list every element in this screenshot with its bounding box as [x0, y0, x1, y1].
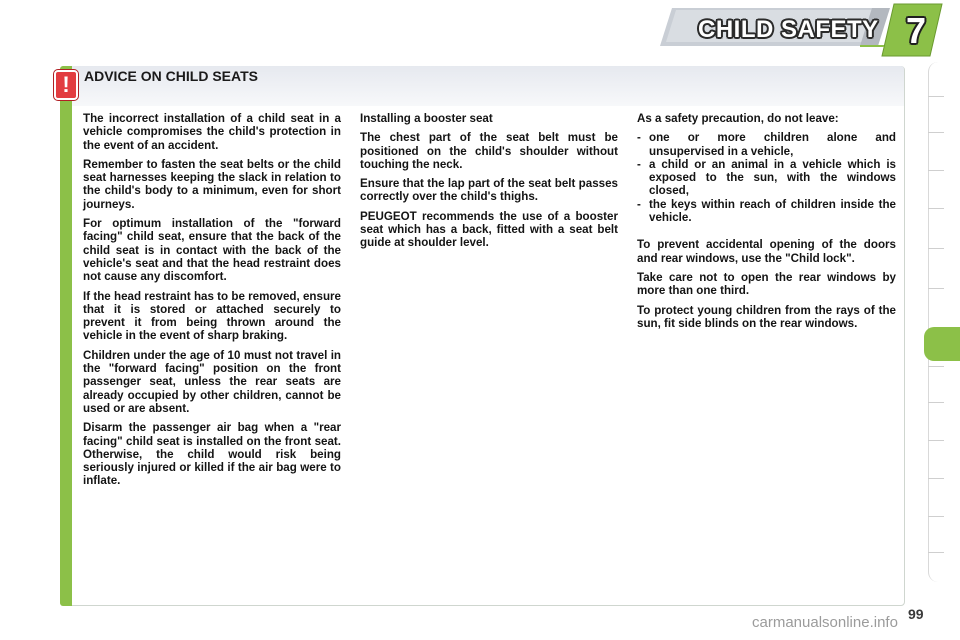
precaution-list	[637, 131, 896, 224]
chapter-number: 7	[906, 10, 927, 51]
paragraph: To protect young children from the rays of the sun, fit side blinds on the rear windows.	[637, 303, 896, 330]
emphasis-text: keeping the slack	[170, 171, 268, 185]
paragraph: The chest part of the seat belt must be positioned on the child's shoulder without touching the neck.	[360, 131, 618, 171]
text-run: Disarm the passenger air bag when a "rear facing" child seat is installed on the front seat. Otherwise, the child would risk	[83, 421, 341, 461]
tab-divider	[928, 248, 944, 249]
tab-divider	[928, 96, 944, 97]
paragraph: Take care not to open the rear windows by more than one third.	[637, 270, 896, 298]
text-run: in relation to the child's body	[83, 171, 341, 198]
emphasis-text: to a minimum	[176, 184, 255, 198]
column-1	[83, 112, 341, 494]
warning-icon: !	[54, 70, 78, 100]
list-item: - the keys within reach of children inside the vehicle.	[637, 198, 896, 225]
page-number: 99	[908, 606, 924, 622]
watermark: carmanualsonline.info	[752, 614, 898, 631]
column-3	[637, 112, 896, 336]
paragraph: Children under the age of 10 must not travel in the "forward facing" position on the front passenger seat, unless the rear seats are already occupied by other children, cannot be used or are absent.	[83, 348, 341, 415]
tab-divider	[928, 366, 944, 367]
paragraph	[83, 421, 341, 487]
chapter-header	[0, 0, 960, 64]
list-item: - one or more children alone and unsupervised in a vehicle,	[637, 131, 896, 158]
active-chapter-tab[interactable]	[924, 327, 960, 361]
chapter-tabs	[928, 62, 951, 582]
tab-divider	[928, 402, 944, 403]
tab-divider	[928, 516, 944, 517]
section-accent-bar	[60, 66, 72, 606]
tab-divider	[928, 288, 944, 289]
section-title: ADVICE ON CHILD SEATS	[84, 68, 258, 84]
tab-divider	[928, 440, 944, 441]
paragraph: PEUGEOT recommends the use of a booster seat which has a back, fitted with a seat belt guide at shoulder level.	[360, 209, 618, 250]
paragraph: The incorrect installation of a child seat in a vehicle compromises the child's protection in the event of an accident.	[83, 112, 341, 152]
chapter-title: CHILD SAFETY	[698, 16, 879, 43]
text-run: if the air bag were to inflate.	[83, 461, 341, 488]
paragraph	[83, 158, 341, 211]
column-2	[360, 112, 618, 256]
text-run: , even for short journeys.	[83, 184, 342, 211]
emphasis-text: being seriously injured or killed	[83, 447, 341, 475]
list-item: - a child or an animal in a vehicle which is exposed to the sun, with the windows closed,	[637, 158, 896, 198]
paragraph: As a safety precaution, do not leave:	[637, 112, 839, 125]
tab-divider	[928, 170, 944, 171]
tab-divider	[928, 208, 944, 209]
tab-divider	[928, 478, 944, 479]
paragraph: If the head restraint has to be removed, ensure that it is stored or attached securely to prevent it from being thrown around the vehicle in the event of sharp braking.	[83, 289, 341, 343]
paragraph: Ensure that the lap part of the seat belt passes correctly over the child's thighs.	[360, 177, 618, 204]
tab-divider	[928, 552, 944, 553]
paragraph: For optimum installation of the "forward facing" child seat, ensure that the back of the child seat is in contact with the back of the vehicle's seat and that the head restraint does not cause any discomfort.	[83, 217, 341, 284]
subsection-heading: Installing a booster seat	[360, 112, 493, 125]
text-run: Remember to fasten the seat belts or the child seat harnesses	[83, 157, 341, 185]
tab-divider	[928, 132, 944, 133]
paragraph: To prevent accidental opening of the doors and rear windows, use the "Child lock".	[637, 238, 896, 265]
